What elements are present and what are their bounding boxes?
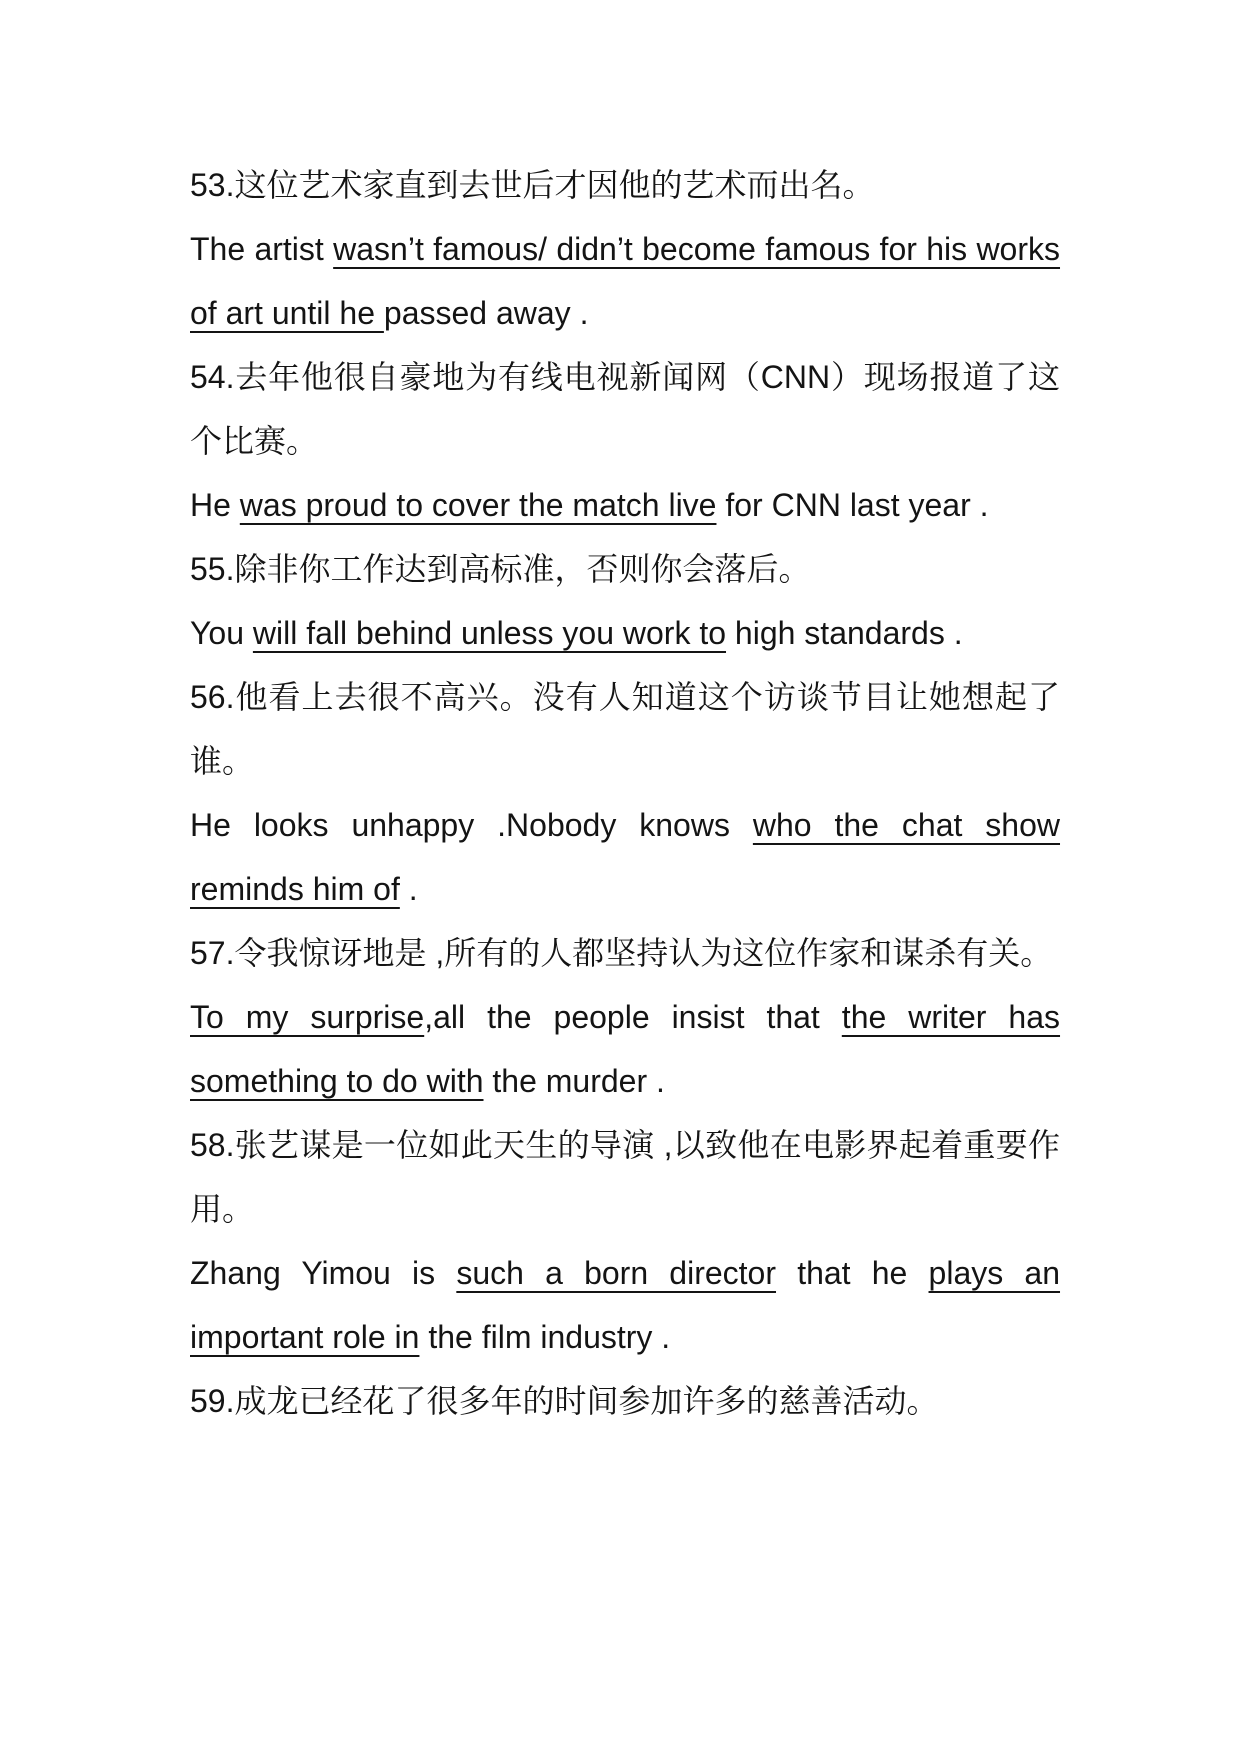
item-53-prompt: [190, 153, 1060, 217]
item-55-answer: [190, 601, 1060, 665]
item-57-answer: [190, 985, 1060, 1113]
answer-blank: such a born director: [456, 1255, 777, 1291]
item-number: 56.: [190, 679, 235, 715]
chinese-sentence: 去年他很自豪地为有线电视新闻网（CNN）现场报道了这个比赛。: [190, 359, 1060, 459]
answer-blank: plays an important role in: [190, 1255, 1061, 1355]
chinese-sentence: 他看上去很不高兴。没有人知道这个访谈节目让她想起了谁。: [190, 679, 1060, 779]
answer-text: for CNN last year .: [716, 487, 989, 523]
answer-blank: the writer has something to do with: [190, 999, 1061, 1099]
answer-text: Zhang Yimou is: [190, 1255, 457, 1291]
exercise-list: [190, 153, 1060, 1433]
item-54-answer: [190, 473, 1060, 537]
chinese-sentence: 这位艺术家直到去世后才因他的艺术而出名。: [234, 167, 875, 203]
answer-text: You: [190, 615, 253, 651]
answer-text: He: [190, 487, 240, 523]
answer-blank: who the chat show reminds him of: [190, 807, 1061, 907]
chinese-sentence: 除非你工作达到高标准，否则你会落后。: [234, 551, 811, 587]
answer-text: The artist: [190, 231, 334, 267]
answer-blank: will fall behind unless you work to: [252, 615, 727, 651]
answer-blank: To my surprise: [190, 999, 425, 1035]
chinese-sentence: 张艺谋是一位如此天生的导演 ,以致他在电影界起着重要作用。: [190, 1127, 1060, 1227]
item-56-prompt: [190, 665, 1060, 793]
answer-text: the murder .: [483, 1063, 665, 1099]
chinese-sentence: 令我惊讶地是 ,所有的人都坚持认为这位作家和谋杀有关。: [234, 935, 1053, 971]
item-number: 55.: [190, 551, 235, 587]
item-number: 57.: [190, 935, 235, 971]
item-59-prompt: [190, 1369, 1060, 1433]
chinese-sentence: 成龙已经花了很多年的时间参加许多的慈善活动。: [234, 1383, 939, 1419]
answer-text: high standards .: [726, 615, 963, 651]
item-58-answer: [190, 1241, 1060, 1369]
item-55-prompt: [190, 537, 1060, 601]
answer-text: that he: [776, 1255, 929, 1291]
answer-blank: was proud to cover the match live: [239, 487, 717, 523]
answer-text: ,all the people insist that: [424, 999, 842, 1035]
item-number: 58.: [190, 1127, 235, 1163]
item-56-answer: [190, 793, 1060, 921]
answer-text: .: [399, 871, 418, 907]
item-54-prompt: [190, 345, 1060, 473]
item-57-prompt: [190, 921, 1060, 985]
item-number: 53.: [190, 167, 235, 203]
item-58-prompt: [190, 1113, 1060, 1241]
item-number: 54.: [190, 359, 235, 395]
answer-text: passed away .: [383, 295, 589, 331]
answer-blank: wasn’t famous/ didn’t become famous for his works of art until he: [190, 231, 1061, 331]
item-number: 59.: [190, 1383, 235, 1419]
item-53-answer: [190, 217, 1060, 345]
answer-text: the film industry .: [419, 1319, 671, 1355]
answer-text: He looks unhappy .Nobody knows: [190, 807, 753, 843]
